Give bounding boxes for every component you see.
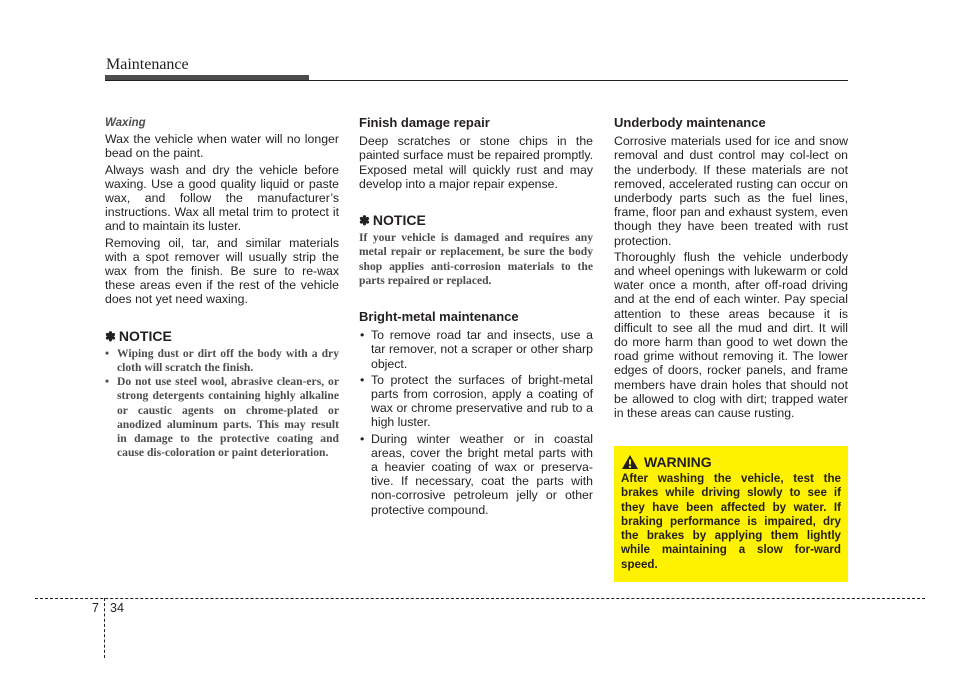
underbody-heading: Underbody maintenance <box>614 115 766 130</box>
section-title: Maintenance <box>106 56 189 73</box>
warning-triangle-icon <box>621 454 639 470</box>
waxing-paragraph: Removing oil, tar, and similar materials with a spot remover will usually strip the wax from the finish. Be sure to re-wax these areas even if the rest of the vehicle does not yet need waxing. <box>105 235 339 307</box>
finish-damage-paragraph: Deep scratches or stone chips in the painted surface must be repaired promptly. Exposed metal will quickly rust and may develop into a major repair expense. <box>359 134 593 191</box>
notice-star-icon: ✽ <box>359 213 370 229</box>
waxing-heading: Waxing <box>105 117 146 129</box>
warning-title: WARNING <box>644 454 712 470</box>
bright-metal-heading: Bright-metal maintenance <box>359 309 519 325</box>
notice-star-icon: ✽ <box>105 328 116 344</box>
finish-damage-heading: Finish damage repair <box>359 115 490 130</box>
bright-metal-list <box>359 328 593 517</box>
notice-title: NOTICE <box>372 212 426 229</box>
column-finish-repair <box>359 116 593 519</box>
notice-heading <box>359 213 593 228</box>
waxing-paragraph: Wax the vehicle when water will no longer bead on the paint. <box>105 132 339 161</box>
notice-text: If your vehicle is damaged and requires any metal repair or replacement, be sure the body shop applies anti-corrosion materials to the parts repaired or replaced. <box>359 231 593 287</box>
column-waxing <box>105 116 339 460</box>
column-underbody <box>614 116 848 422</box>
notice-title: NOTICE <box>118 327 172 344</box>
warning-text: After washing the vehicle, test the brakes while driving slowly to see if they have been affected by water. If braking performance is impaired, dry the brakes by applying them lightly while maintaining a slow for-ward speed. <box>621 472 841 571</box>
chapter-number: 7 <box>92 601 99 615</box>
header-rule <box>105 80 848 81</box>
bright-metal-item: • To remove road tar and insects, use a tar remover, not a scraper or other sharp object. <box>359 328 593 371</box>
notice-heading <box>105 329 339 344</box>
bright-metal-item: • To protect the surfaces of bright-metal parts from corrosion, apply a coating of wax or chrome preservative and rub to a high luster. <box>359 373 593 430</box>
underbody-paragraph: Thoroughly flush the vehicle underbody and wheel openings with lukewarm or cold water once a month, after off-road driving and at the end of each winter. Pay special attention to these areas because it is difficult to see all the mud and dirt. It will do more harm than good to wet down the road grime without removing it. The lower edges of doors, rocker panels, and frame members have drain holes that should not be allowed to clog with dirt; trapped water in these areas can cause rusting. <box>614 249 848 421</box>
footer-rule <box>35 598 925 599</box>
warning-heading <box>621 454 841 470</box>
bright-metal-item: • During winter weather or in coastal areas, cover the bright metal parts with a heavier coating of wax or preserva-tive. If necessary, coat the parts with non-corrosive petroleum jelly or other protective compound. <box>359 432 593 517</box>
page-number: 34 <box>110 601 124 615</box>
notice-list <box>105 347 339 461</box>
underbody-paragraph: Corrosive materials used for ice and snow removal and dust control may col-lect on the underbody. If these materials are not removed, accelerated rusting can occur on underbody parts such as the fuel lines, frame, floor pan and exhaust system, even though they have been treated with rust protection. <box>614 134 848 248</box>
notice-item: • Do not use steel wool, abrasive clean-ers, or strong detergents containing highly alkaline or caustic agents on chrome-plated or anodized aluminum parts. This may result in damage to the protective coating and cause dis-coloration or paint deterioration. <box>105 375 339 460</box>
footer-divider <box>104 598 105 658</box>
waxing-paragraph: Always wash and dry the vehicle before waxing. Use a good quality liquid or paste wax, and follow the manufacturer’s instructions. Wax all metal trim to protect it and to maintain its luster. <box>105 162 339 234</box>
notice-item: • Wiping dust or dirt off the body with a dry cloth will scratch the finish. <box>105 347 339 375</box>
warning-box <box>614 446 848 582</box>
